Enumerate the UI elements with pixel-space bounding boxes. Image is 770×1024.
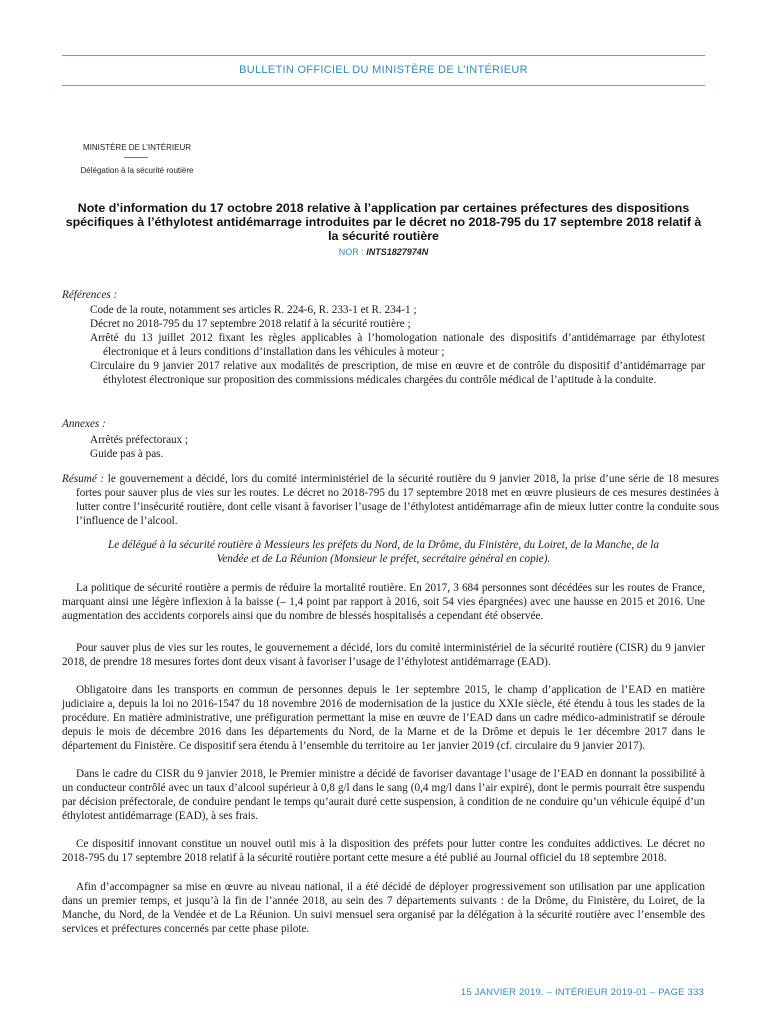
body-paragraph: Obligatoire dans les transports en commun de personnes depuis le 1er septembre 2015, le champ d’application de l’EAD en matière judiciaire a, depuis la loi no 2016-1547 du 18 novembre 2016 de modernisation de la justice du XXIe siècle, été étendu à tous les stades de la procédure. En matière administrative, une préfiguration permettant la mise en œuvre de l’EAD dans un cadre médico-administratif se déroule depuis le mois de décembre 2016 dans les départements du Nord, de la Marne et de la Drôme et depuis le 1er décembre 2017 dans le département du Finistère. Ce dispositif sera étendu à l’ensemble du territoire au 1er janvier 2019 (cf. circulaire du 9 janvier 2017). [62,684,705,752]
summary-text: le gouvernement a décidé, lors du comité interministériel de la sécurité routière du 9 janvier 2018, la prise d’une série de 18 mesures fortes pour sauver plus de vies sur les routes. Le décret no 2018-795 du 17 septembre 2018 met en œuvre plusieurs de ces mesures destinées à lutter contre l’insécurité routière, dont celle visant à favoriser l’usage de l’éthylotest antidémarrage afin de mieux lutter contre la conduite sous l’influence de l’alcool. [76,473,720,527]
reference-item: Décret no 2018-795 du 17 septembre 2018 relatif à la sécurité routière ; [90,318,411,330]
annex-item: Arrêtés préfectoraux ; [90,434,189,446]
summary-label: Résumé : [62,473,105,485]
body-paragraph: Dans le cadre du CISR du 9 janvier 2018, le Premier ministre a décidé de favoriser davantage l’usage de l’EAD en donnant la possibilité à un conducteur contrôlé avec un taux d’alcool supérieur à 0,8 g/l dans le sang (0,4 mg/l dans l’air expiré), dont le permis pourrait être suspendu par décision préfectorale, de conduire pendant le temps qu’aurait duré cette suspension, à condition de ne conduire qu’un véhicule équipé d’un éthylotest antidémarrage (EAD), à ses frais. [62,768,705,822]
header-top-rule [62,55,705,56]
nor-value: INTS1827974N [366,247,429,257]
body-paragraph: Ce dispositif innovant constitue un nouvel outil mis à la disposition des préfets pour lutter contre les conduites addictives. Le décret no 2018-795 du 17 septembre 2018 relatif à la sécurité routière portant cette mesure a été publié au Journal officiel du 18 septembre 2018. [62,838,705,864]
annexes-heading: Annexes : [62,418,106,430]
reference-item: Code de la route, notamment ses articles R. 224-6, R. 233-1 et R. 234-1 ; [90,304,417,316]
nor-label: NOR : [338,247,364,257]
body-paragraph: Afin d’accompagner sa mise en œuvre au niveau national, il a été décidé de déployer progressivement son utilisation par une application dans un premier temps, et jusqu’à la fin de l’année 2018, au sein des 7 départements suivants : de la Drôme, du Finistère, du Loiret, de la Manche, du Nord, de la Vendée et de La Réunion. Un suivi mensuel sera organisé par la délégation à la sécurité routière avec l’ensemble des services et préfectures concernés par cette phase pilote. [62,881,705,935]
page-footer: 15 JANVIER 2019. – INTÉRIEUR 2019-01 – PAGE 333 [460,987,704,998]
references-heading: Références : [62,289,118,301]
reference-item: Arrêté du 13 juillet 2012 fixant les règles applicables à l’homologation nationale des dispositifs d’antidémarrage par éthylotest électronique et à leurs conditions d’installation dans les véhicules à moteur ; [90,332,705,358]
nor-reference [62,247,705,257]
references-list [90,303,705,387]
document-title: Note d’information du 17 octobre 2018 relative à l’application par certaines préfectures des dispositions spécifiques à l’éthylotest antidémarrage introduites par le décret no 2018-795 du 17 septembre 2018 relatif à la sécurité routière [65,201,702,243]
ministry-name: MINISTÈRE DE L’INTÉRIEUR [82,143,191,152]
annexes-list [90,433,705,461]
summary [62,472,719,528]
body-paragraph: Pour sauver plus de vies sur les routes, le gouvernement a décidé, lors du comité interministériel de la sécurité routière (CISR) du 9 janvier 2018, de prendre 18 mesures fortes dont deux visant à favoriser l’usage de l’éthylotest antidémarrage (EAD). [62,642,705,668]
address-line: Le délégué à la sécurité routière à Messieurs les préfets du Nord, de la Drôme, du Finistère, du Loiret, de la Manche, de la Vendée et de La Réunion (Monsieur le préfet, secrétaire général en copie). [108,539,659,565]
ministry-divider [124,157,148,158]
annex-item: Guide pas à pas. [90,448,164,460]
header-bottom-rule [62,85,705,86]
reference-item: Circulaire du 9 janvier 2017 relative aux modalités de prescription, de mise en œuvre et de contrôle du dispositif d’antidémarrage par éthylotest électronique sur proposition des commissions médicales chargées du contrôle médical de l’aptitude à la conduite. [90,360,705,386]
ministry-department: Délégation à la sécurité routière [80,166,194,175]
bulletin-header-title: BULLETIN OFFICIEL DU MINISTÈRE DE L’INTÉRIEUR [239,64,528,76]
body-paragraph: La politique de sécurité routière a permis de réduire la mortalité routière. En 2017, 3 684 personnes sont décédées sur les routes de France, marquant ainsi une légère inflexion à la baisse (– 1,4 point par rapport à 2016, soit 54 vies épargnées) avec une hausse en 2015 et 2016. Une augmentation des accidents corporels ainsi que du nombre de blessés hospitalisés a cependant été observée. [62,582,705,622]
